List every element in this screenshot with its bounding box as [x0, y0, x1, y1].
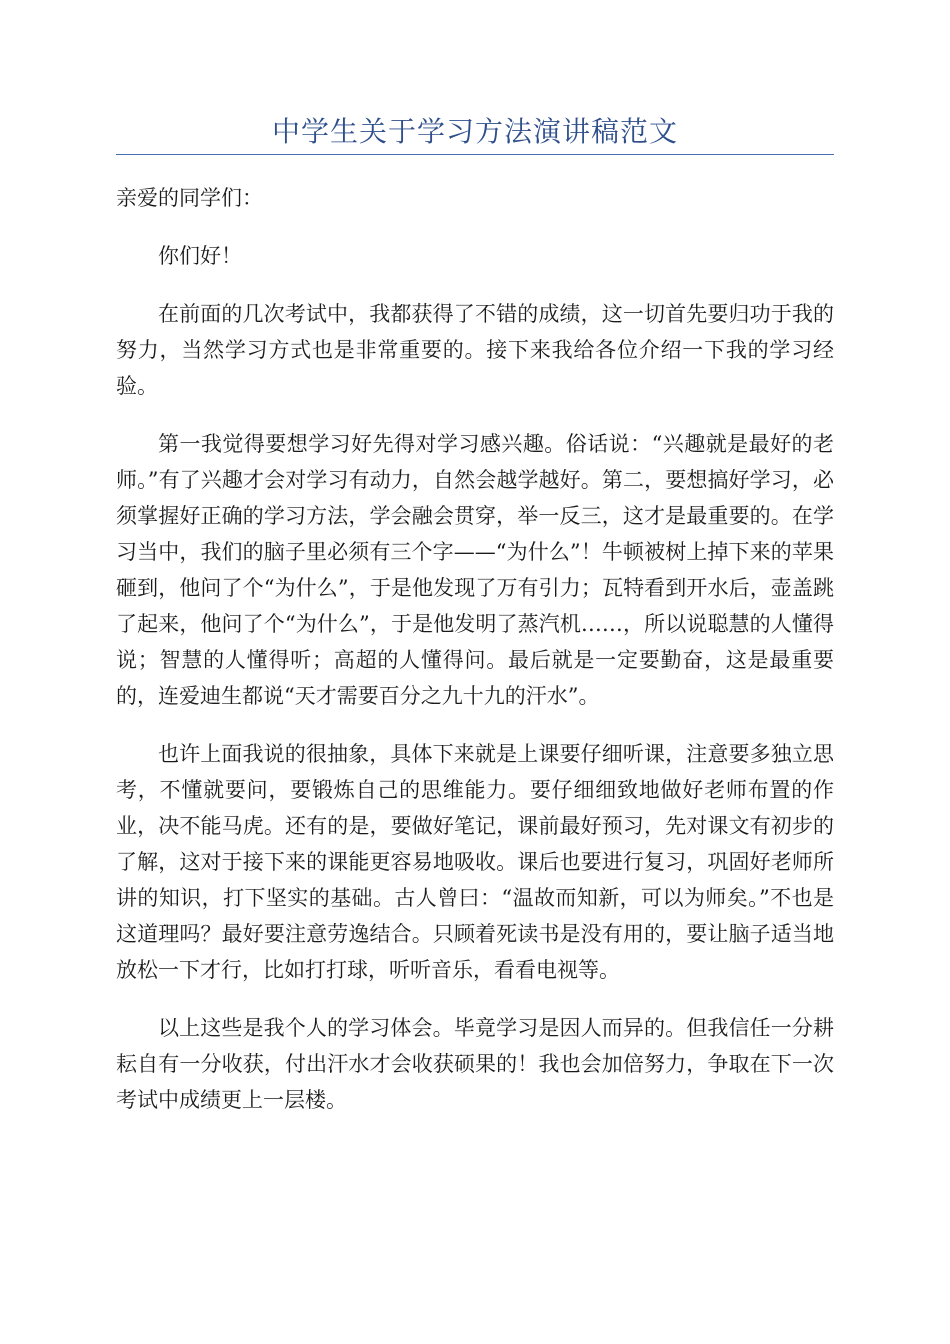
- page-title: 中学生关于学习方法演讲稿范文: [271, 115, 678, 148]
- paragraph-interest: 第一我觉得要想学习好先得对学习感兴趣。俗话说：“兴趣就是最好的老师。”有了兴趣才会对学习有动力，自然会越学越好。第二，要想搞好学习，必须掌握好正确的学习方法，学会融会贯穿，举一反三，这才是最重要的。在学习当中，我们的脑子里必须有三个字——“为什么”！牛顿被树上掉下来的苹果砸到，他问了个“为什么”，于是他发现了万有引力；瓦特看到开水后，壶盖跳了起来，他问了个“为什么”，于是他发明了蒸汽机……，所以说聪慧的人懂得说；智慧的人懂得听；高超的人懂得问。最后就是一定要勤奋，这是最重要的，连爱迪生都说“天才需要百分之九十九的汗水”。: [116, 432, 834, 708]
- paragraph-conclusion: 以上这些是我个人的学习体会。毕竟学习是因人而异的。但我信任一分耕耘自有一分收获，付出汗水才会收获硕果的！我也会加倍努力，争取在下一次考试中成绩更上一层楼。: [116, 1016, 834, 1112]
- paragraph-intro: 在前面的几次考试中，我都获得了不错的成绩，这一切首先要归功于我的努力，当然学习方式也是非常重要的。接下来我给各位介绍一下我的学习经验。: [116, 302, 834, 398]
- paragraph-details: 也许上面我说的很抽象，具体下来就是上课要仔细听课，注意要多独立思考，不懂就要问，要锻炼自己的思维能力。要仔细细致地做好老师布置的作业，决不能马虎。还有的是，要做好笔记，课前最好预习，先对课文有初步的了解，这对于接下来的课能更容易地吸收。课后也要进行复习，巩固好老师所讲的知识，打下坚实的基础。古人曾曰：“温故而知新，可以为师矣。”不也是这道理吗？最好要注意劳逸结合。只顾着死读书是没有用的，要让脑子适当地放松一下才行，比如打打球，听听音乐，看看电视等。: [116, 742, 834, 982]
- paragraph-hello: 你们好！: [158, 244, 242, 268]
- greeting: 亲爱的同学们：: [116, 186, 263, 210]
- title-underline: [116, 154, 834, 155]
- document-body: [116, 180, 834, 1118]
